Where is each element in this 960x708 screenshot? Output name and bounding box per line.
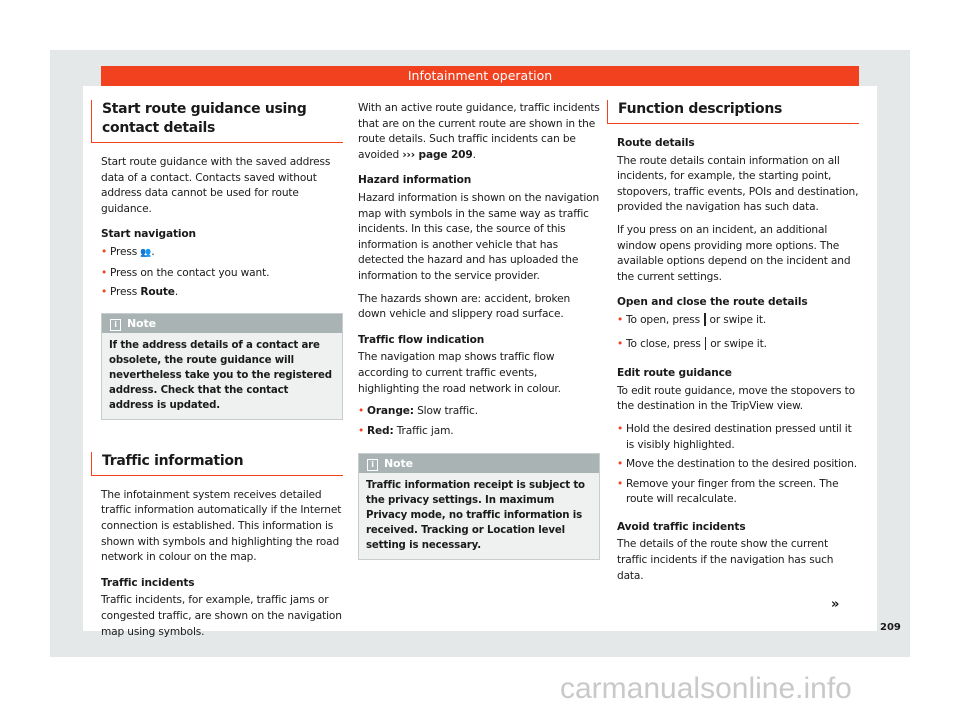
list-item: • Hold the desired destination pressed until it is visibly highlighted. xyxy=(617,422,852,451)
avoid-title: Avoid traffic incidents xyxy=(617,520,746,533)
list-item: • Press 👥. xyxy=(101,245,155,258)
traffic-incidents-title: Traffic incidents xyxy=(101,576,195,589)
list-item: • Press Route. xyxy=(101,286,179,299)
section-header: Infotainment operation xyxy=(101,66,859,86)
column-2 xyxy=(358,101,600,560)
list-item: • Orange: Slow traffic. xyxy=(358,405,478,418)
list-item: • Move the destination to the desired position. xyxy=(617,458,858,471)
list-item: • To open, press or swipe it. xyxy=(617,313,767,326)
heading-function-descriptions: Function descriptions xyxy=(607,100,859,124)
avoid-text: The details of the route show the current traffic incidents if the navigation has such data. xyxy=(617,538,834,582)
contacts-icon: 👥 xyxy=(140,247,152,258)
route-details-text-2: If you press on an incident, an additional window opens providing more options. The available options depend on the incident and the current settings. xyxy=(617,223,851,283)
continue-icon: » xyxy=(831,597,840,612)
hazard-types: The hazards shown are: accident, broken down vehicle and slippery road surface. xyxy=(358,292,571,321)
column-3 xyxy=(617,100,859,591)
list-item: • Red: Traffic jam. xyxy=(358,424,454,437)
list-item: • Remove your finger from the screen. The route will recalculate. xyxy=(617,477,839,506)
route-details-text: The route details contain information on all incidents, for example, the starting point, stopovers, traffic events, POIs and destination, provided the navigation has such data. xyxy=(617,154,859,214)
info-icon: i xyxy=(367,459,378,471)
intro-text: With an active route guidance, traffic incidents that are on the current route are shown in the route details. Such traffic incidents can be avoided ››› page 209. xyxy=(358,102,600,161)
route-details-title: Route details xyxy=(617,137,695,149)
page-number: 209 xyxy=(880,622,901,633)
note-box: i Note If the address details of a contact are obsolete, the route guidance will nevertheless take you to the registered address. Check that the contact address is updated. xyxy=(101,313,343,420)
flow-title: Traffic flow indication xyxy=(358,333,485,346)
edit-title: Edit route guidance xyxy=(617,367,732,380)
handle-icon xyxy=(705,337,707,350)
hazard-title: Hazard information xyxy=(358,174,472,187)
column-1 xyxy=(101,100,343,647)
heading-traffic-info: Traffic information xyxy=(91,452,343,476)
handle-icon xyxy=(704,313,706,326)
heading-start-route: Start route guidance using contact details xyxy=(91,100,343,143)
open-close-title: Open and close the route details xyxy=(617,296,808,309)
list-item: • Press on the contact you want. xyxy=(101,266,270,279)
traffic-text: The infotainment system receives detailed traffic information automatically if the Internet connection is established. This information is shown with symbols and highlighting the road network in colour on the map. xyxy=(101,488,342,564)
edit-text: To edit route guidance, move the stopovers to the destination in the TripView view. xyxy=(617,384,855,413)
hazard-text: Hazard information is shown on the navigation map with symbols in the same way as traffic incidents. In this case, the source of this information is another vehicle that has detected the hazard and has uploaded the information to the service provider. xyxy=(358,191,600,282)
start-navigation-title: Start navigation xyxy=(101,228,196,241)
info-icon: i xyxy=(110,319,121,331)
note-box: i Note Traffic information receipt is subject to the privacy settings. In maximum Privacy mode, no traffic information is received. Tracking or Location level setting is necessary. xyxy=(358,453,600,560)
watermark: carmanualsonline.info xyxy=(560,672,852,705)
flow-text: The navigation map shows traffic flow according to current traffic events, highlighting the road network in colour. xyxy=(358,351,561,395)
incidents-text: Traffic incidents, for example, traffic jams or congested traffic, are shown on the navigation map using symbols. xyxy=(101,594,342,638)
intro-text: Start route guidance with the saved address data of a contact. Contacts saved without address data cannot be used for route guidance. xyxy=(101,156,331,215)
page-link[interactable]: ››› page 209 xyxy=(402,148,473,161)
list-item: • To close, press or swipe it. xyxy=(617,337,767,350)
